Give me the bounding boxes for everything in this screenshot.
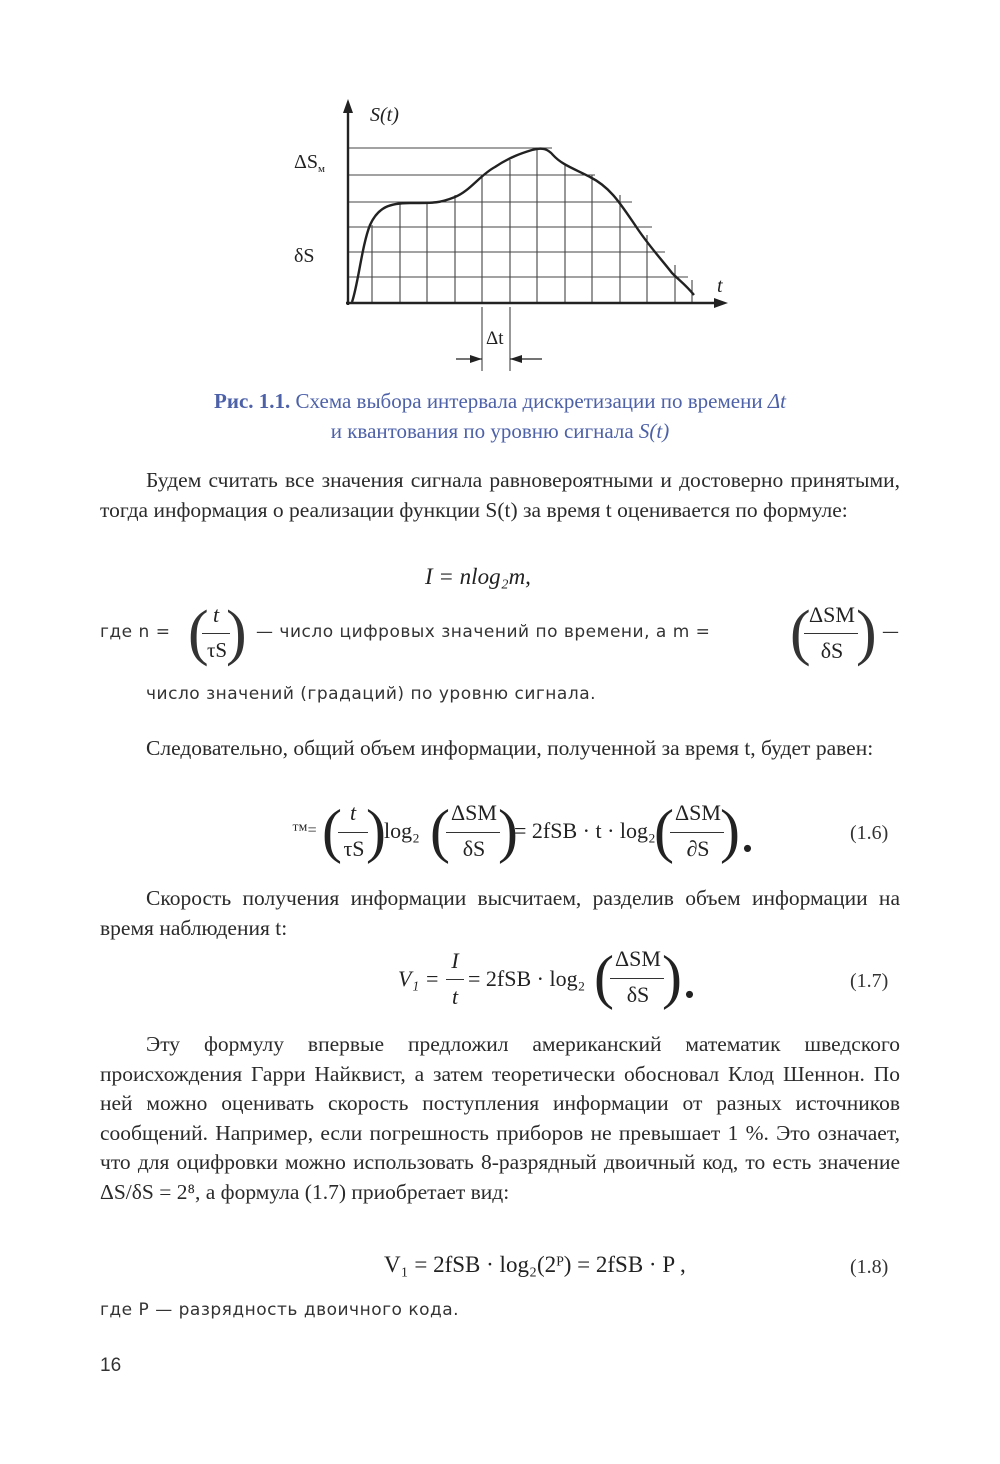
eq16-lhs: ™= <box>292 822 317 839</box>
eq17-lhs: V₁ = <box>398 966 440 991</box>
formula-information: I = nlog₂m, <box>425 564 531 589</box>
fraction-n: ( t τS ) <box>188 599 247 667</box>
eq17-frac-den: t <box>451 984 459 1009</box>
signal-diagram <box>270 95 750 375</box>
eq18-number: (1.8) <box>850 1256 889 1278</box>
eq16-num2: ΔSM <box>451 800 497 825</box>
delta-s-max-label: $\Delta S_м$ <box>294 151 325 175</box>
equation-1-7: V₁ = I t = 2fSB · log₂ ( ΔSM δS ). <box>398 944 697 1010</box>
y-axis-label: S(t) <box>370 104 399 126</box>
where-n-text: где n = <box>100 622 171 642</box>
eq16-den2: δS <box>462 836 486 861</box>
eq17-frac-num: I <box>451 948 459 973</box>
eq16-den3: ∂S <box>686 836 710 861</box>
equation-1-8: V₁ = 2fSB · log₂(2ᴾ) = 2fSB · P , <box>384 1252 686 1277</box>
paragraph-1: Будем считать все значения сигнала равновероятными и достоверно принятыми, тогда информация о реализации функции S(t) за время t оценивается по формуле: <box>100 468 900 522</box>
y-axis-arrow <box>343 99 353 113</box>
caption-dt: Δt <box>767 389 786 413</box>
paragraph-3: Скорость получения информации высчитаем, разделив объем информации на время наблюдения t: <box>100 886 900 940</box>
equation-1-6: ™= ( t τS ) log₂ ( ΔSM δS ) = 2fSB · t · log₂ ( ΔSM ∂S ). <box>292 798 755 864</box>
eq17-num: ΔSM <box>615 946 661 971</box>
eq16-num3: ΔSM <box>675 800 721 825</box>
eq16-log: log₂ <box>384 818 420 843</box>
eq16-mid: = 2fSB · t · log₂ <box>514 818 656 843</box>
fraction-m: ( ΔSM δS ) <box>790 599 877 667</box>
grid-horizontal-lines <box>348 148 688 277</box>
eq16-den1: τS <box>343 836 365 861</box>
n-denominator: τS <box>206 638 228 662</box>
n-description: — число цифровых значений по времени, а m = <box>256 622 711 642</box>
n-numerator: t <box>212 602 220 627</box>
page-number: 16 <box>100 1355 122 1376</box>
x-axis-label: t <box>717 275 723 297</box>
levels-text: число значений (градаций) по уровню сигнала. <box>146 684 597 704</box>
delta-t-label: Δt <box>486 328 504 349</box>
signal-quantization-figure <box>270 95 750 380</box>
signal-curve <box>352 149 694 302</box>
paragraph-4: Эту формулу впервые предложил американский математик шведского происхождения Гарри Найквист, а затем теоретически обосновал Клод Шеннон. По ней можно оценивать скорость поступления информации от разных источников сообщений. Например, если погрешность приборов не превышает 1 %. Это означает, что для оцифровки можно использовать 8-разрядный двоичный код, то есть значение ΔS/δS = 2⁸, а формула (1.7) приобретает вид: <box>100 1032 900 1204</box>
grid-vertical-lines <box>372 148 692 302</box>
eq16-number: (1.6) <box>850 822 889 844</box>
eq17-den: δS <box>626 982 650 1007</box>
caption-st: S(t) <box>638 419 670 443</box>
last-line: где P — разрядность двоичного кода. <box>100 1300 460 1320</box>
caption-line2: и квантования по уровню сигнала <box>330 419 639 443</box>
eq17-number: (1.7) <box>850 970 889 992</box>
paragraph-2: Следовательно, общий объем информации, полученной за время t, будет равен: <box>146 736 874 760</box>
m-numerator: ΔSM <box>809 602 855 627</box>
m-denominator: δS <box>820 638 844 663</box>
caption-prefix: Рис. 1.1. <box>214 389 291 413</box>
x-axis-arrow <box>714 298 728 308</box>
delta-s-label: δS <box>294 245 315 267</box>
m-dash: — <box>882 622 900 642</box>
eq16-num1: t <box>349 800 357 825</box>
caption-line1: Схема выбора интервала дискретизации по времени <box>290 389 768 413</box>
dt-right-arrowhead <box>510 355 522 363</box>
eq17-mid: = 2fSB · log₂ <box>468 966 586 991</box>
figure-caption <box>100 386 900 446</box>
dt-left-arrowhead <box>470 355 482 363</box>
